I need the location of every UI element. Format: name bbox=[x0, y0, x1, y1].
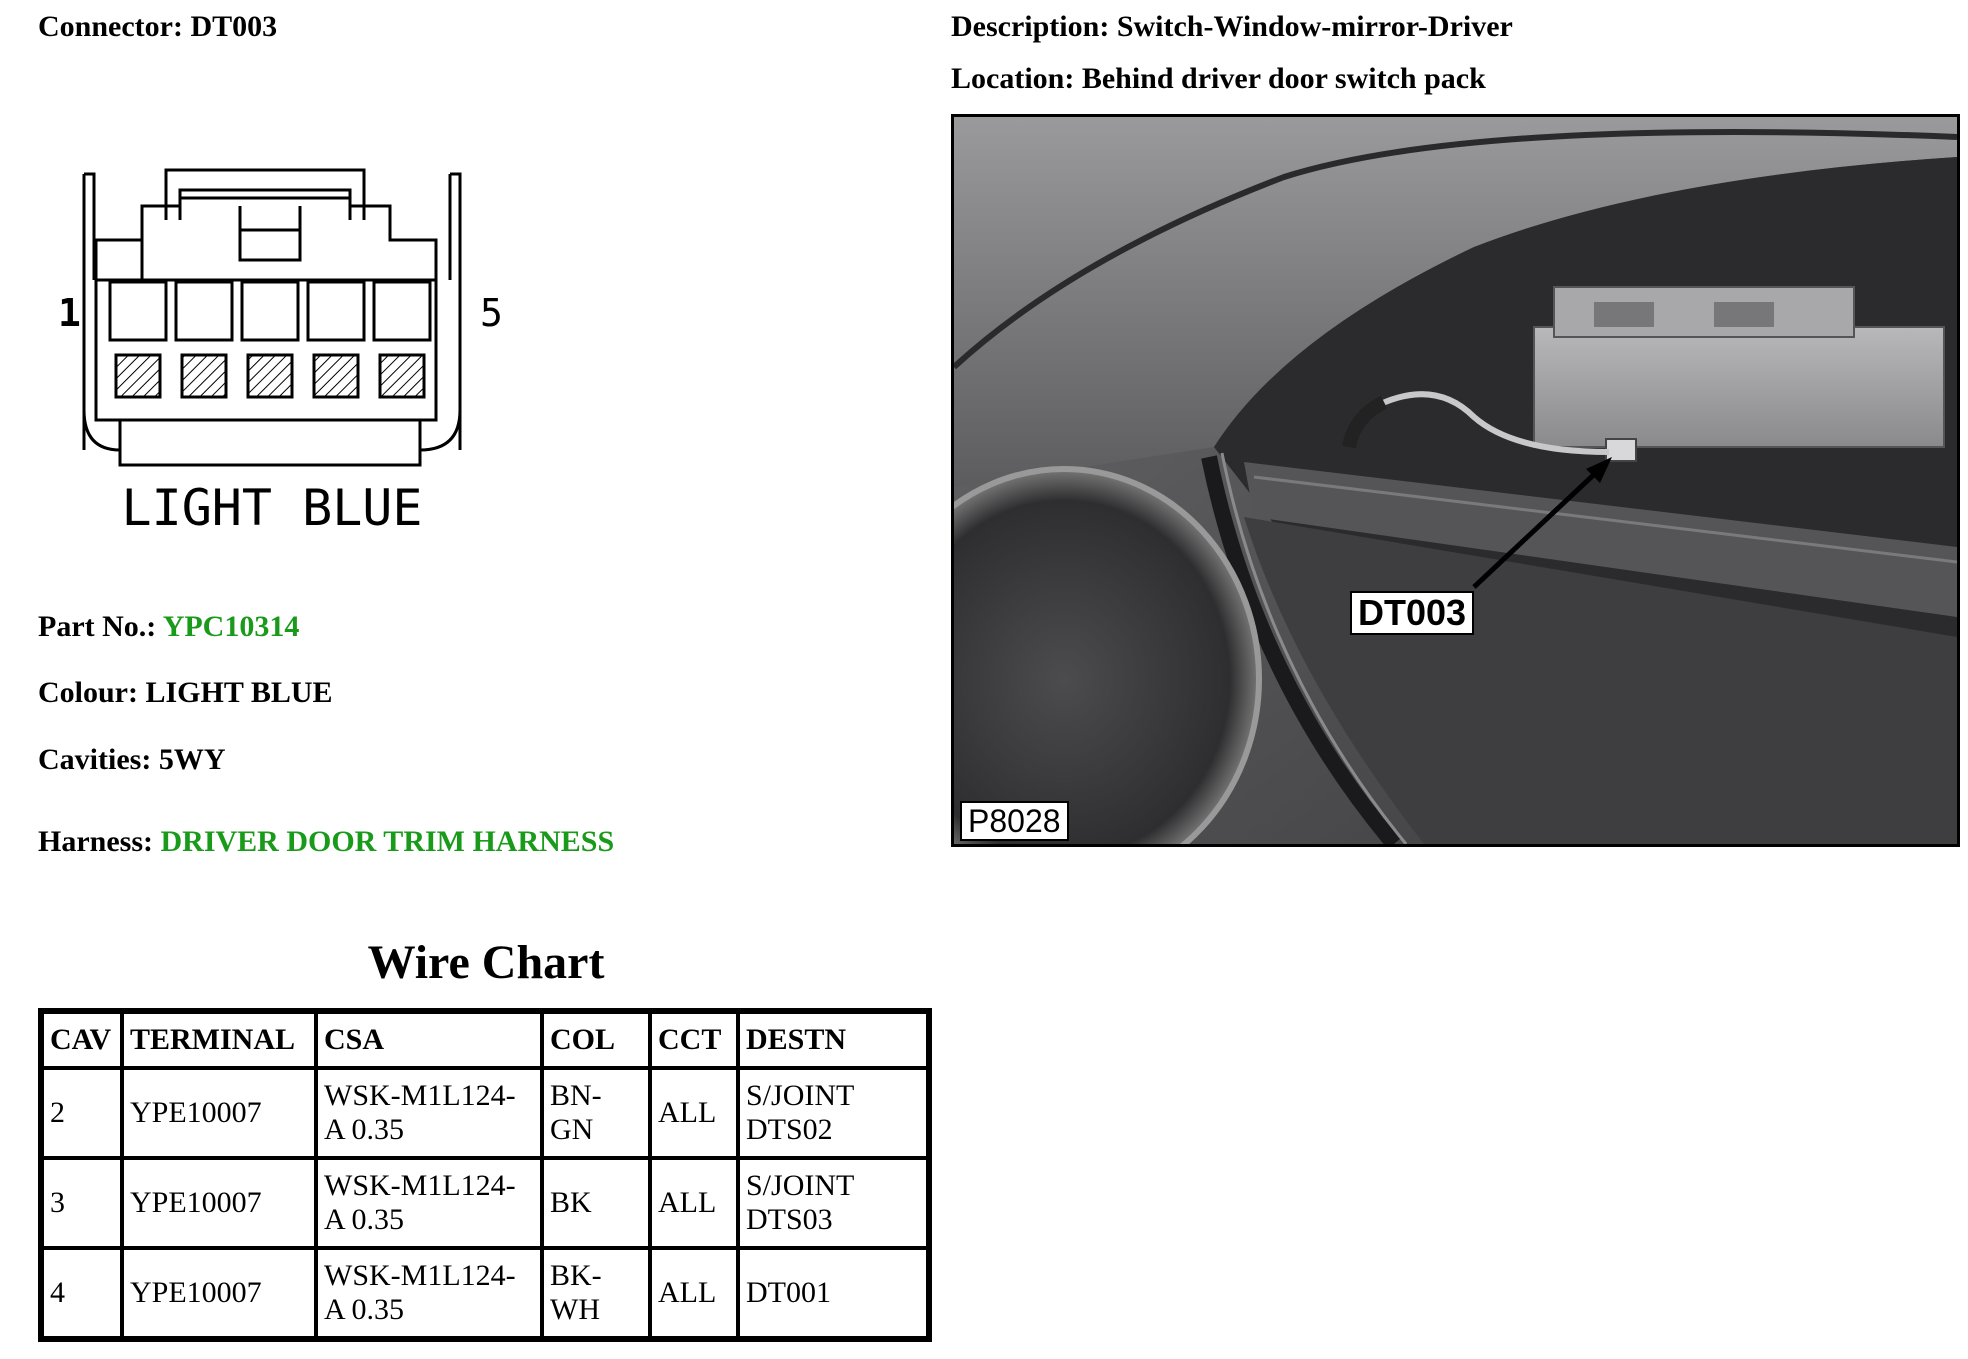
header-col: COL bbox=[542, 1012, 650, 1068]
callout-label: DT003 bbox=[1350, 591, 1474, 635]
location-label: Location: bbox=[951, 62, 1075, 95]
cell-cav: 3 bbox=[42, 1158, 122, 1248]
header-cct: CCT bbox=[650, 1012, 738, 1068]
table-row bbox=[42, 1068, 928, 1158]
description-label: Description: bbox=[951, 10, 1110, 43]
figure-id-label: P8028 bbox=[960, 801, 1069, 841]
cell-col: BN-GN bbox=[542, 1068, 650, 1158]
connector-field bbox=[38, 12, 277, 42]
header-cav: CAV bbox=[42, 1012, 122, 1068]
part-no-link[interactable]: YPC10314 bbox=[162, 610, 300, 643]
header-destn: DESTN bbox=[738, 1012, 928, 1068]
cell-terminal: YPE10007 bbox=[122, 1068, 316, 1158]
cell-cav: 4 bbox=[42, 1248, 122, 1338]
location-field bbox=[951, 64, 1486, 94]
description-value: Switch-Window-mirror-Driver bbox=[1116, 10, 1513, 43]
cell-cav: 2 bbox=[42, 1068, 122, 1158]
table-row bbox=[42, 1248, 928, 1338]
cell-col: BK-WH bbox=[542, 1248, 650, 1338]
cell-destn: DT001 bbox=[738, 1248, 928, 1338]
cell-csa: WSK-M1L124-A 0.35 bbox=[316, 1248, 542, 1338]
colour-label: Colour: bbox=[38, 676, 138, 709]
cell-destn: S/JOINT DTS02 bbox=[738, 1068, 928, 1158]
wire-chart-title: Wire Chart bbox=[367, 936, 605, 989]
connector-label: Connector: bbox=[38, 10, 183, 43]
cavities-field bbox=[38, 745, 225, 775]
connector-value: DT003 bbox=[190, 10, 278, 43]
cell-csa: WSK-M1L124-A 0.35 bbox=[316, 1068, 542, 1158]
cell-destn: S/JOINT DTS03 bbox=[738, 1158, 928, 1248]
harness-link[interactable]: DRIVER DOOR TRIM HARNESS bbox=[160, 825, 615, 858]
connector-face-diagram bbox=[40, 160, 520, 540]
pin-5-label: 5 bbox=[480, 291, 503, 335]
part-no-label: Part No.: bbox=[38, 610, 157, 643]
cavities-label: Cavities: bbox=[38, 743, 152, 776]
cell-cct: ALL bbox=[650, 1248, 738, 1338]
cavities-value: 5WY bbox=[158, 743, 226, 776]
part-no-field bbox=[38, 612, 299, 642]
harness-field bbox=[38, 827, 614, 857]
colour-field bbox=[38, 678, 333, 708]
cell-col: BK bbox=[542, 1158, 650, 1248]
cell-terminal: YPE10007 bbox=[122, 1158, 316, 1248]
header-csa: CSA bbox=[316, 1012, 542, 1068]
table-header-row bbox=[42, 1012, 928, 1068]
pin-1-label: 1 bbox=[58, 291, 81, 335]
colour-value: LIGHT BLUE bbox=[145, 676, 333, 709]
cell-csa: WSK-M1L124-A 0.35 bbox=[316, 1158, 542, 1248]
cell-cct: ALL bbox=[650, 1158, 738, 1248]
header-terminal: TERMINAL bbox=[122, 1012, 316, 1068]
cell-terminal: YPE10007 bbox=[122, 1248, 316, 1338]
location-value: Behind driver door switch pack bbox=[1081, 62, 1486, 95]
table-row bbox=[42, 1158, 928, 1248]
description-field bbox=[951, 12, 1513, 42]
photo-illustration bbox=[954, 117, 1957, 844]
location-photo bbox=[951, 114, 1960, 847]
harness-label: Harness: bbox=[38, 825, 153, 858]
wire-chart-table bbox=[38, 1008, 932, 1342]
cell-cct: ALL bbox=[650, 1068, 738, 1158]
diagram-colour-label: LIGHT BLUE bbox=[121, 479, 423, 537]
